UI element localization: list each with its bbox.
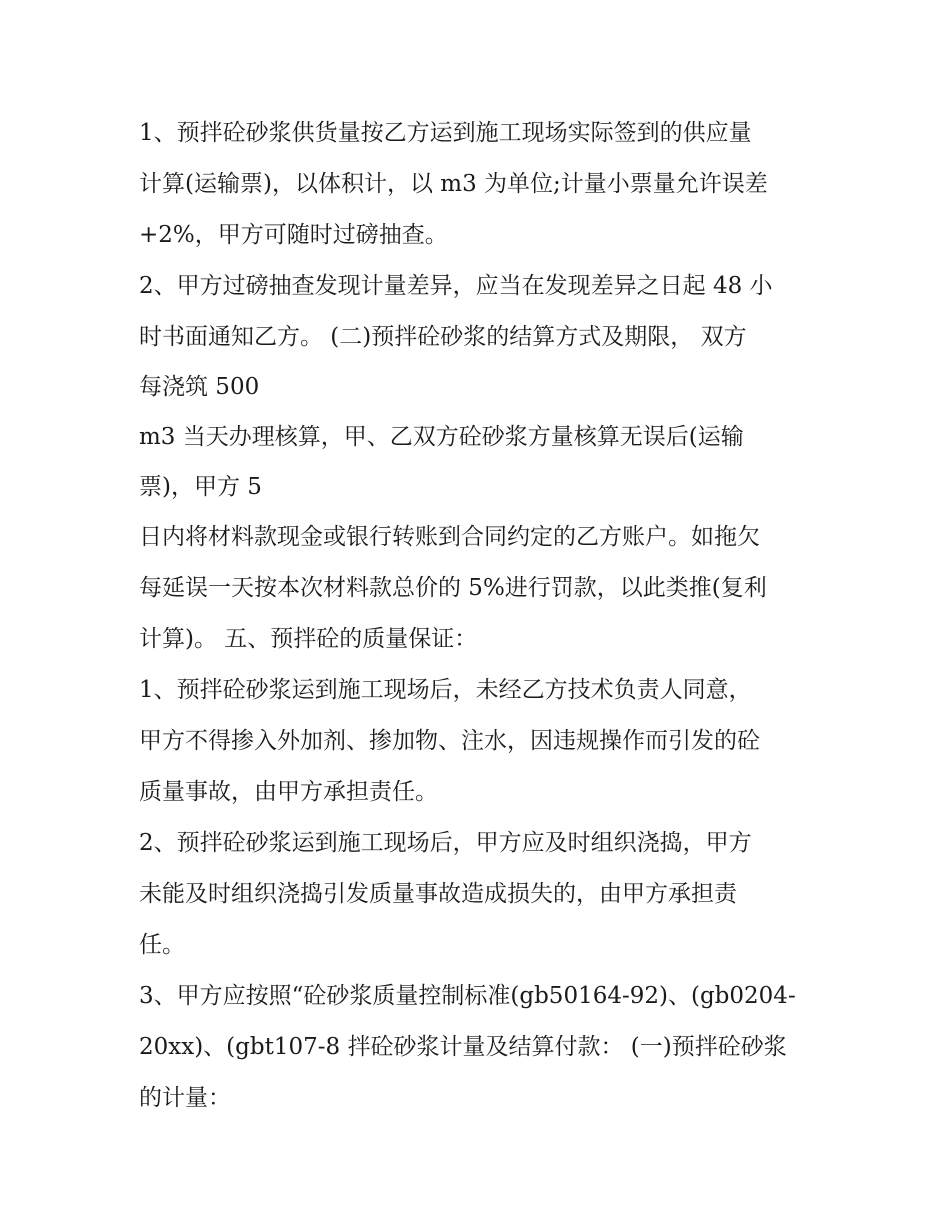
text-line: 3、甲方应按照“砼砂浆质量控制标准(gb50164-92)、(gb0204- (139, 983, 796, 1009)
text-line: 1、预拌砼砂浆供货量按乙方运到施工现场实际签到的供应量 (139, 120, 752, 146)
document-body (139, 108, 829, 1124)
text-line: 票)，甲方 5 (139, 474, 262, 500)
text-line: 计算(运输票)，以体积计，以 m3 为单位;计量小票量允许误差 (139, 171, 768, 197)
text-line: 每延误一天按本次材料款总价的 5%进行罚款，以此类推(复利 (139, 575, 767, 601)
text-line: 的计量： (139, 1085, 231, 1111)
text-line: 2、预拌砼砂浆运到施工现场后，甲方应及时组织浇捣，甲方 (139, 830, 752, 856)
text-line: 未能及时组织浇捣引发质量事故造成损失的，由甲方承担责 (139, 881, 737, 907)
text-line: m3 当天办理核算，甲、乙双方砼砂浆方量核算无误后(运输 (139, 424, 744, 450)
text-line: 时书面通知乙方。 (二)预拌砼砂浆的结算方式及期限， 双方 (139, 324, 747, 350)
text-line: 每浇筑 500 (139, 374, 260, 400)
text-line: 日内将材料款现金或银行转账到合同约定的乙方账户。如拖欠 (139, 524, 760, 550)
text-line: +2%，甲方可随时过磅抽查。 (139, 222, 448, 248)
text-line: 任。 (139, 932, 185, 958)
text-line: 1、预拌砼砂浆运到施工现场后，未经乙方技术负责人同意， (139, 677, 752, 703)
text-line: 甲方不得掺入外加剂、掺加物、注水，因违规操作而引发的砼 (139, 728, 760, 754)
text-line: 计算)。 五、预拌砼的质量保证： (139, 626, 478, 652)
text-line: 2、甲方过磅抽查发现计量差异，应当在发现差异之日起 48 小 (139, 273, 773, 299)
text-line: 20xx)、(gbt107-8 拌砼砂浆计量及结算付款： (一)预拌砼砂浆 (139, 1034, 787, 1060)
text-line: 质量事故，由甲方承担责任。 (139, 779, 438, 805)
